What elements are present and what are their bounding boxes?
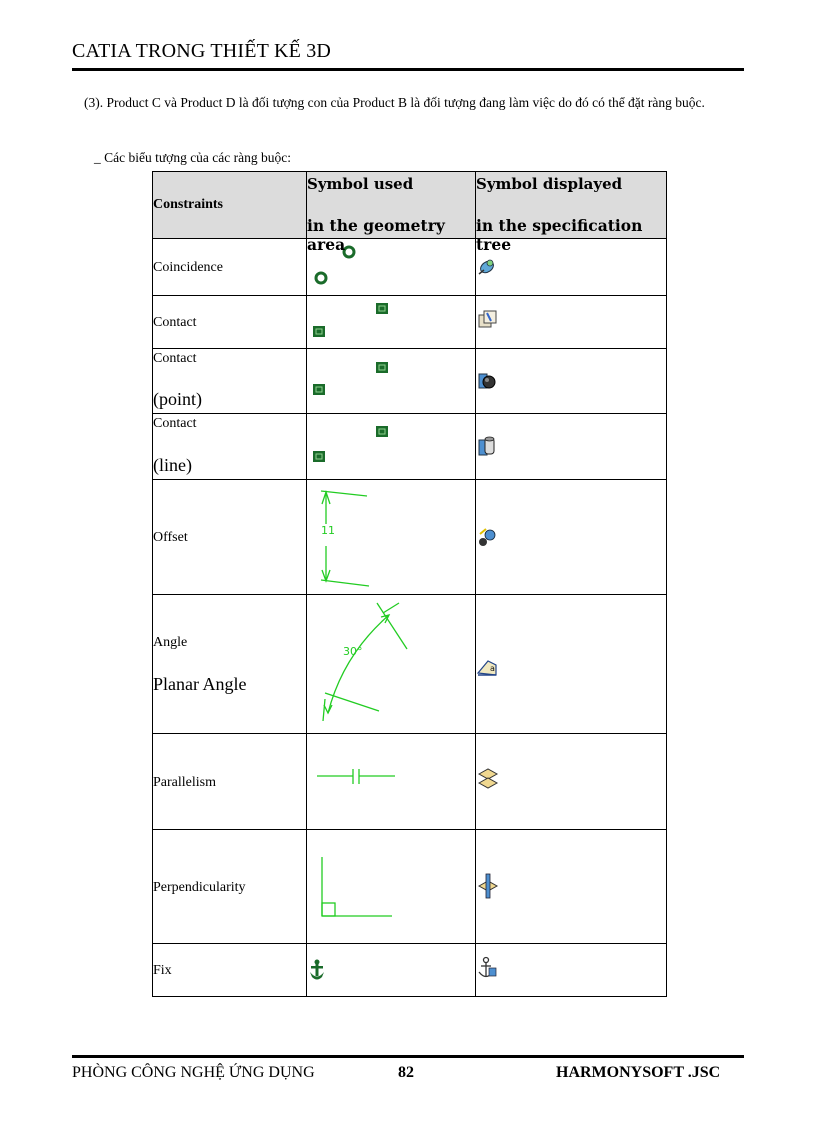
table-row <box>153 480 667 595</box>
intro-bullet: _ Các biểu tượng của các ràng buộc: <box>94 150 292 165</box>
constraint-label: Perpendicularity <box>153 879 246 895</box>
geometry-symbol-fix <box>307 944 476 997</box>
tree-icon-cell <box>476 349 667 414</box>
constraint-label: Contact <box>153 315 197 330</box>
constraint-name <box>153 414 307 480</box>
angle-arc-icon <box>307 595 475 733</box>
header-tree <box>476 172 667 254</box>
constraint-name <box>153 595 307 734</box>
table-row <box>153 595 667 734</box>
tree-icon-cell <box>476 944 667 997</box>
parallel-symbol-icon <box>307 734 475 829</box>
contact-squares-icon <box>307 296 475 348</box>
angle-icon <box>476 595 666 733</box>
constraint-name <box>153 944 307 997</box>
contact-squares-icon <box>307 349 475 413</box>
header-constraints <box>153 172 307 239</box>
page-number: 82 <box>398 1064 414 1081</box>
footer-department: PHÒNG CÔNG NGHỆ ỨNG DỤNG <box>72 1064 315 1081</box>
geometry-symbol-perpendicularity <box>307 830 476 944</box>
constraint-label: Angle <box>153 635 188 650</box>
geometry-symbol-contact-line <box>307 414 476 480</box>
svg-text:a: a <box>490 664 495 673</box>
constraint-label: Fix <box>153 963 172 978</box>
tree-icon-cell <box>476 480 667 595</box>
fix-anchor-icon <box>307 944 475 996</box>
constraint-sublabel: (line) <box>153 455 192 475</box>
offset-icon <box>476 480 666 594</box>
constraint-name <box>153 830 307 944</box>
table-row <box>153 944 667 997</box>
geometry-symbol-parallelism <box>307 734 476 830</box>
constraint-sublabel: Planar Angle <box>153 674 247 694</box>
geometry-symbol-contact-point <box>307 349 476 414</box>
header-tree-line1: Symbol displayed <box>476 175 623 193</box>
constraint-name <box>153 734 307 830</box>
header-tree-line2: in the specification tree <box>476 216 643 254</box>
table-row <box>153 734 667 830</box>
tree-icon-cell <box>476 830 667 944</box>
page-header-title: CATIA TRONG THIẾT KẾ 3D <box>72 40 332 62</box>
offset-dimension-icon <box>307 480 475 594</box>
constraint-label: Contact <box>153 416 197 431</box>
table-row <box>153 296 667 349</box>
constraint-label: Contact <box>153 351 197 366</box>
header-geometry-line2: in the geometry area <box>307 216 445 254</box>
contact-point-icon <box>476 349 666 413</box>
table-row <box>153 349 667 414</box>
contact-squares-icon <box>307 414 475 479</box>
contact-icon <box>476 296 666 348</box>
header-constraints-label: Constraints <box>153 197 224 212</box>
constraint-name <box>153 480 307 595</box>
geometry-symbol-contact <box>307 296 476 349</box>
constraint-name <box>153 349 307 414</box>
header-geometry <box>307 172 476 254</box>
header-rule <box>72 68 744 71</box>
constraint-label: Coincidence <box>153 260 223 275</box>
footer-company: HARMONYSOFT .JSC <box>556 1064 721 1081</box>
geometry-symbol-offset <box>307 480 476 595</box>
table-header-row <box>153 172 667 239</box>
constraint-name <box>153 239 307 296</box>
geometry-symbol-angle <box>307 595 476 734</box>
tree-icon-cell <box>476 734 667 830</box>
constraints-table <box>152 171 667 997</box>
constraint-label: Offset <box>153 530 188 545</box>
parallelism-icon <box>476 734 666 829</box>
offset-value: 11 <box>321 524 335 537</box>
tree-icon-cell <box>476 414 667 480</box>
fix-icon <box>476 944 666 996</box>
perpendicularity-icon <box>476 830 666 943</box>
angle-value: 30° <box>343 645 363 658</box>
table-row <box>153 830 667 944</box>
perpendicular-symbol-icon <box>307 830 475 943</box>
header-geometry-line1: Symbol used <box>307 175 414 193</box>
tree-icon-cell <box>476 595 667 734</box>
constraint-name <box>153 296 307 349</box>
constraint-label: Parallelism <box>153 774 216 790</box>
table-row <box>153 414 667 480</box>
contact-line-icon <box>476 414 666 479</box>
constraint-sublabel: (point) <box>153 389 202 409</box>
footer-rule <box>72 1055 744 1058</box>
intro-paragraph: (3). Product C và Product D là đối tượng con của Product B là đối tượng đang làm việc do đó có thể đặt ràng buộc. <box>84 95 705 110</box>
tree-icon-cell <box>476 296 667 349</box>
